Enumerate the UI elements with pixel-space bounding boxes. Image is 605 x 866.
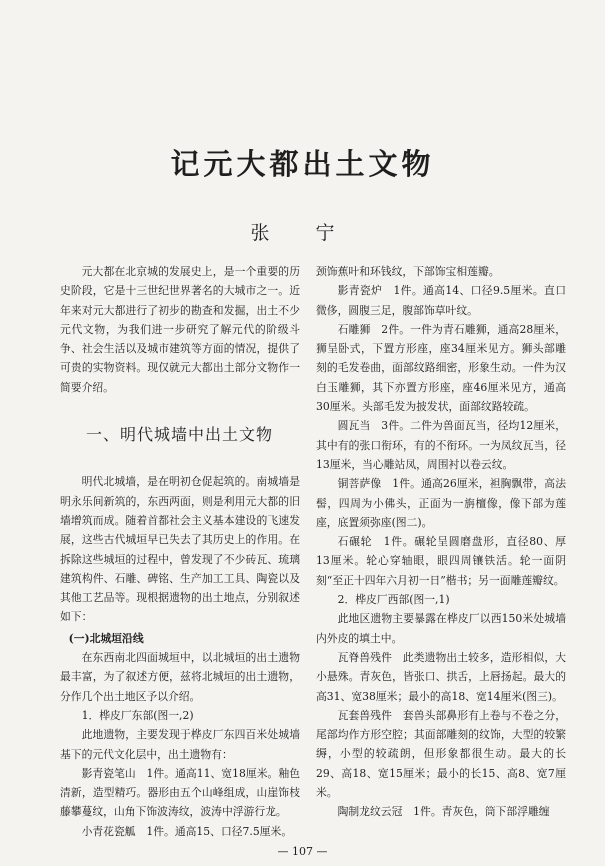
subsection-paragraph: 在东西南北四面城垣中，以北城垣的出土遗物最丰富，为了叙述方便，兹将北城垣的出土遗物，分作几个出土地区予以介绍。 [60, 651, 300, 703]
right-column [316, 262, 566, 822]
site-heading-1: 1．桦皮厂东部(图一,2) [81, 708, 194, 722]
subsection-heading: (一)北城垣沿线 [68, 631, 144, 645]
site-paragraph-1: 此地遗物，主要发现于桦皮厂东四百米处城墙基下的元代文化层中，出土遗物有： [60, 728, 300, 761]
continued-text: 颈饰蕉叶和环钱纹，下部饰宝相莲瓣。 [316, 265, 500, 278]
intro-paragraph: 元大都在北京城的发展史上，是一个重要的历史阶段，它是十三世纪世界著名的大城市之一。近年来对元大都进行了初步的勘查和发掘，出土不少元代文物，为我们进一步研究了解元代的阶级斗争、社会生活以及城市建筑等方面的情况，提供了可贵的实物资料。现仅就元大都出土部分文物作一简要介绍。 [60, 265, 300, 394]
artifact-item: 石雕狮 2件。一件为青石雕狮，通高28厘米，狮呈卧式，下置方形座，座34厘米见方。狮头部雕刻的毛发卷曲，面部纹路细密，形象生动。一件为汉白玉雕狮，其下亦置方形座，座46厘米见方，通高30厘米。头部毛发为披发状，面部纹路较疏。 [316, 322, 566, 414]
page-number: — 107 — [277, 845, 328, 858]
site-paragraph-2: 此地区遗物主要暴露在桦皮厂以西150米处城墙内外皮的填土中。 [316, 612, 566, 645]
artifact-item: 瓦套兽残件 套兽头部鼻形有上卷与不卷之分，尾部均作方形空腔；其面部雕刻的纹饰，大型的较繁缛，小型的较疏朗，但形象都很生动。最大的长29、高18、宽15厘米；最小的长15、高8、宽7厘米。 [316, 708, 566, 800]
artifact-item: 陶制龙纹云冠 1件。青灰色，筒下部浮雕缠 [337, 805, 550, 819]
site-heading-2: 2．桦皮厂西部(图一,1) [337, 593, 450, 607]
artifact-item: 铜菩萨像 1件。通高26厘米，袒胸飘带，高法髻，四周为小佛头，正面为一旃檀像，像下部为莲座，底置须弥座(图二)。 [316, 477, 566, 529]
left-column [60, 262, 300, 841]
artifact-item: 影青瓷笔山 1件。通高11、宽18厘米。釉色清新，造型精巧。器形由五个山峰组成，山崖饰枝藤攀蔓纹，山角下饰波涛纹，波涛中浮游行龙。 [60, 766, 300, 819]
artifact-item: 影青瓷炉 1件。通高14、口径9.5厘米。直口微侈，圆腹三足，腹部饰草叶纹。 [316, 284, 566, 317]
section-heading: 一、明代城墙中出土文物 [86, 425, 274, 445]
artifact-item: 石碾轮 1件。碾轮呈圆磨盘形，直径80、厚13厘米。轮心穿轴眼，眼四周镶铁活。轮一面阴刻“至正十四年六月初一日”楷书；另一面雕莲瓣纹。 [316, 535, 566, 587]
artifact-item: 圆瓦当 3件。二件为兽面瓦当，径均12厘米，其中有的张口衔环，有的不衔环。一为凤纹瓦当，径13厘米，当心雕站凤，周围衬以卷云纹。 [316, 419, 566, 471]
artifact-item: 小青花瓷觚 1件。通高15、口径7.5厘米。 [81, 824, 293, 838]
section-paragraph: 明代北城墙，是在明初仓促起筑的。南城墙是明永乐间新筑的，东西两面，则是利用元大都的旧墙增筑而成。随着首都社会主义基本建设的飞速发展，这些古代城垣早已失去了其历史上的作用。在拆除这些城垣的过程中，曾发现了不少砖瓦、琉璃建筑构件、石雕、碑铭、生产加工工具、陶瓷以及其他工艺品等。现根据遗物的出土地点，分别叙述如下： [60, 475, 300, 624]
artifact-item: 瓦脊兽残件 此类遗物出土较多，造形相似，大小悬殊。青灰色，皆张口、拱舌，上唇扬起。最大的高31、宽38厘米；最小的高18、宽14厘米(图三)。 [316, 650, 566, 703]
article-author: 张 宁 [250, 222, 355, 244]
article-title: 记元大都出土文物 [170, 147, 435, 181]
